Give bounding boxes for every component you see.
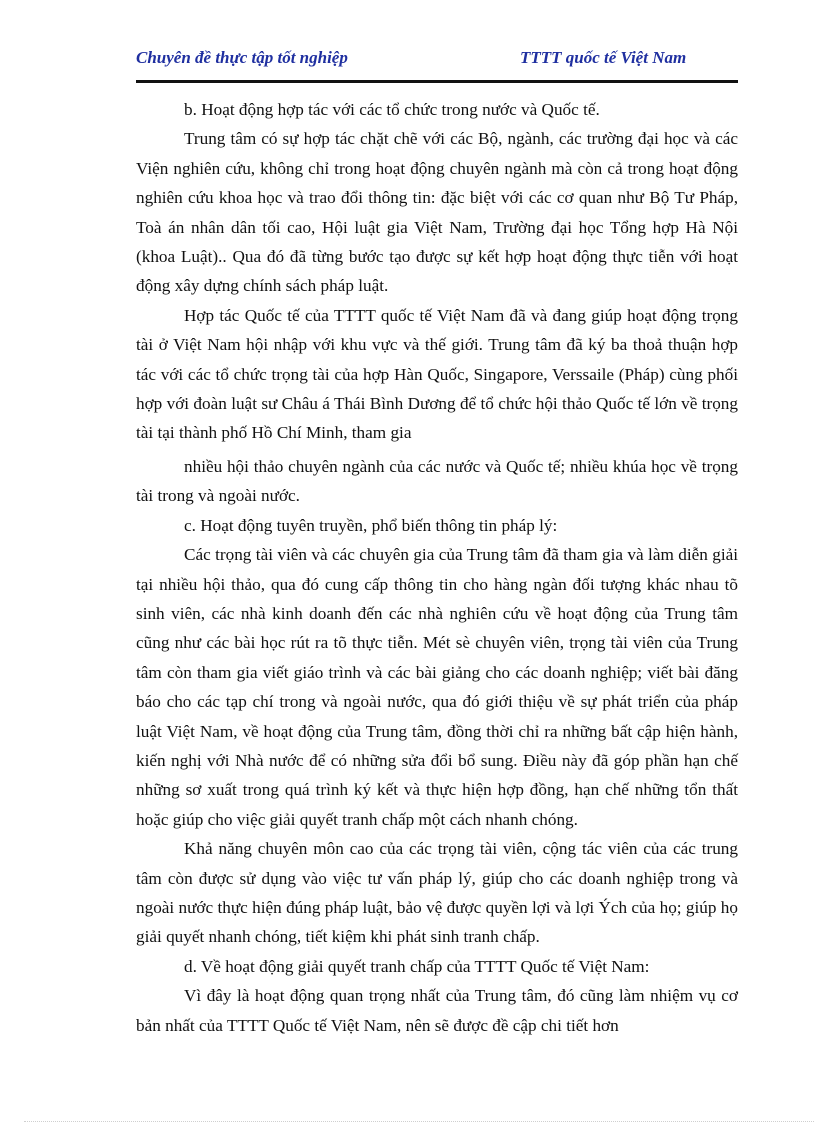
paragraph: nhiều hội thảo chuyên ngành của các nước và Quốc tế; nhiều khúa học về trọng tài trong và ngoài nước. — [136, 456, 738, 506]
page-header — [136, 46, 738, 76]
header-organization: TTTT quốc tế Việt Nam — [520, 48, 687, 67]
paragraph: Hợp tác Quốc tế của TTTT quốc tế Việt Nam đã và đang giúp hoạt động trọng tài ở Việt Nam hội nhập với khu vực và thế giới. Trung tâm đã ký ba thoả thuận hợp tác với các tổ chức trọng tài của hợp Hàn Quốc, Singapore, Verssaile (Pháp) cùng phối hợp với đoàn luật sư Châu á Thái Bình Dương để tổ chức hội thảo Quốc tế lớn về trọng tài tại thành phố Hồ Chí Minh, tham gia — [136, 305, 738, 443]
paragraph: Trung tâm có sự hợp tác chặt chẽ với các Bộ, ngành, các trường đại học và các Viện nghiên cứu, không chỉ trong hoạt động chuyên ngành mà còn cả trong hoạt động nghiên cứu khoa học và trao đổi thông tin: đặc biệt với các cơ quan như Bộ Tư Pháp, Toà án nhân dân tối cao, Hội luật gia Việt Nam, Trường đại học Tổng hợp Hà Nội (khoa Luật).. Qua đó đã từng bước tạo được sự kết hợp hoạt động thực tiễn với hoạt động xây dựng chính sách pháp luật. — [136, 129, 738, 296]
section-heading-d: d. Về hoạt động giải quyết tranh chấp của TTTT Quốc tế Việt Nam: — [184, 956, 650, 976]
paragraph: Các trọng tài viên và các chuyên gia của Trung tâm đã tham gia và làm diễn giải tại nhiều hội thảo, qua đó cung cấp thông tin cho hàng ngàn đối tượng khác nhau tõ sinh viên, các nhà kinh doanh đến các nhà nghiên cứu về hoạt động của Trung tâm cũng như các bài học rút ra tõ thực tiễn. Mét sè chuyên viên, trọng tài viên của Trung tâm còn tham gia viết giáo trình và các bài giảng cho các doanh nghiệp; viết bài đăng báo cho các tạp chí trong và ngoài nước, qua đó giới thiệu về sự phát triển của pháp luật Việt Nam, về hoạt động của Trung tâm, đồng thời chỉ ra những bất cập hiện hành, kiến nghị với Nhà nước để có những sửa đổi bổ sung. Điều này đã góp phần hạn chế những sơ xuất trong quá trình ký kết và thực hiện hợp đồng, hạn chế những tổn thất hoặc giúp cho việc giải quyết tranh chấp một cách nhanh chóng. — [136, 545, 738, 829]
header-rule — [136, 80, 738, 83]
section-heading-c: c. Hoạt động tuyên truyền, phổ biến thông tin pháp lý: — [184, 515, 558, 535]
paragraph: Khả năng chuyên môn cao của các trọng tài viên, cộng tác viên của các trung tâm còn được sử dụng vào việc tư vấn pháp lý, giúp cho các doanh nghiệp trong và ngoài nước thực hiện đúng pháp luật, bảo vệ được quyền lợi và lợi Ých của họ; giúp họ giải quyết nhanh chóng, tiết kiệm khi phát sinh tranh chấp. — [136, 839, 738, 947]
section-heading-b: b. Hoạt động hợp tác với các tổ chức trong nước và Quốc tế. — [184, 100, 600, 119]
paragraph: Vì đây là hoạt động quan trọng nhất của Trung tâm, đó cũng làm nhiệm vụ cơ bản nhất của TTTT Quốc tế Việt Nam, nên sẽ được đề cập chi tiết hơn — [136, 986, 738, 1035]
document-body — [136, 95, 738, 1040]
header-document-title: Chuyên đề thực tập tốt nghiệp — [136, 48, 348, 67]
